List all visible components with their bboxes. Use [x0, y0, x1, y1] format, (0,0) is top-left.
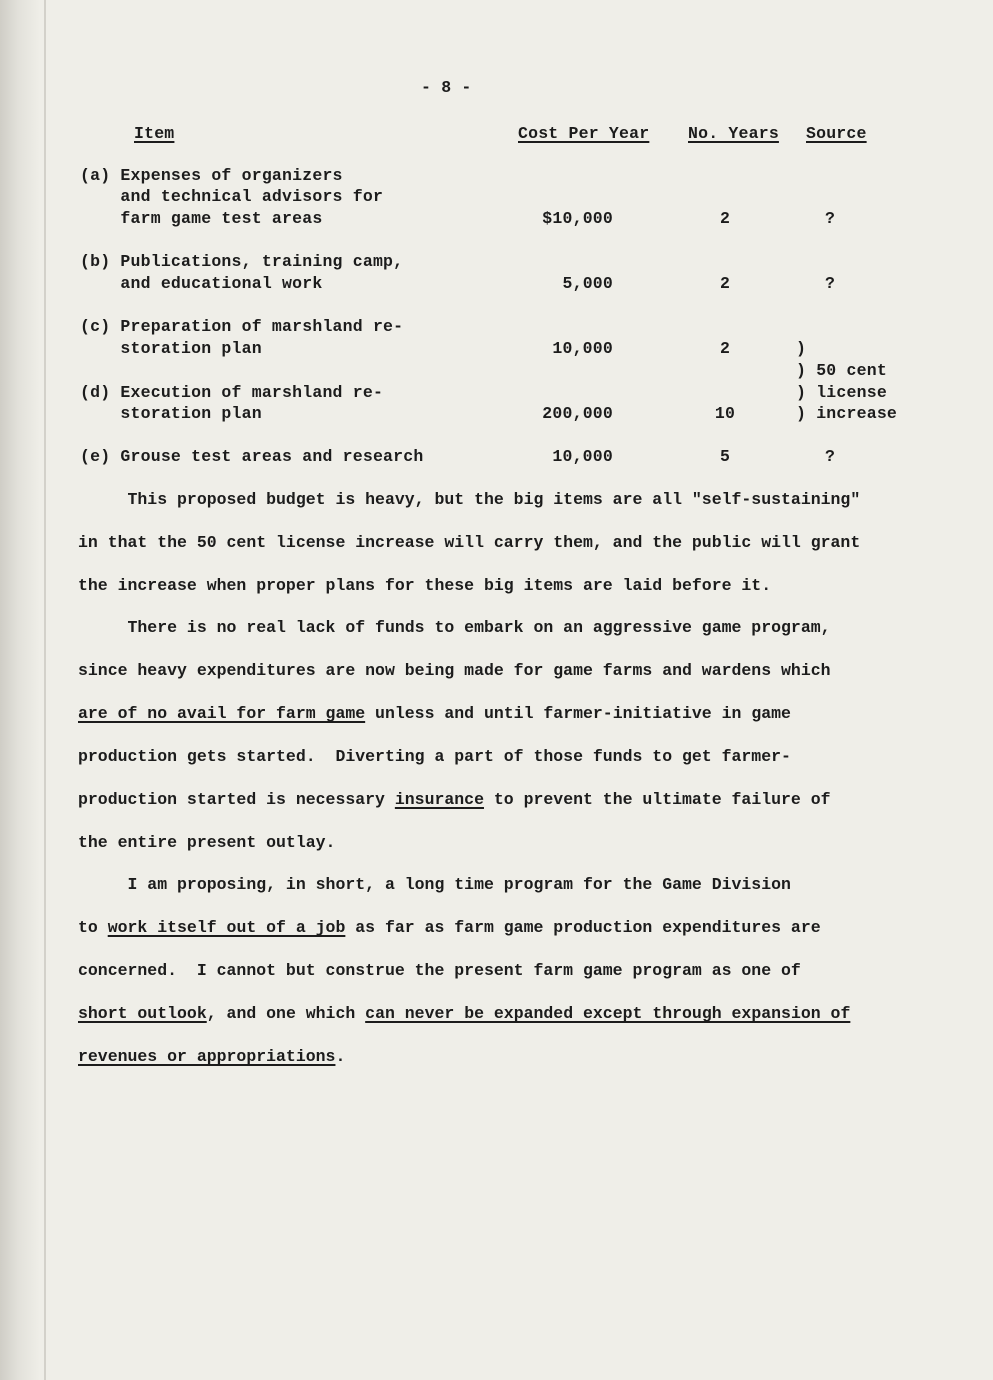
paragraph-line: production gets started. Diverting a part of those funds to get farmer-	[78, 747, 791, 766]
underlined-phrase: short outlook	[78, 1004, 207, 1023]
underlined-phrase: insurance	[394, 790, 484, 809]
paragraph-budget	[78, 478, 923, 607]
text-span: unless and until farmer-initiative in game	[365, 704, 791, 723]
row-b-years: 2	[719, 274, 731, 293]
binding-shadow	[44, 0, 46, 1380]
source-bracket-line-1: )	[796, 339, 807, 358]
paragraph-line: the entire present outlay.	[78, 833, 336, 852]
paragraph-line	[78, 992, 923, 1035]
row-d-label-line-1: (d) Execution of marshland re-	[80, 383, 384, 402]
row-b-label-line-2: and educational work	[80, 274, 323, 293]
paragraph-funds	[78, 606, 923, 864]
paragraph-line: since heavy expenditures are now being made for game farms and wardens which	[78, 661, 831, 680]
paragraph-line: There is no real lack of funds to embark on an aggressive game program,	[78, 618, 831, 637]
text-span: to prevent the ultimate failure of	[483, 790, 831, 809]
row-a-label-line-1: (a) Expenses of organizers	[80, 166, 343, 185]
row-a-cost: $10,000	[542, 209, 613, 228]
text-span: to	[78, 918, 108, 937]
text-span: as far as farm game production expenditures are	[345, 918, 821, 937]
row-a-label-line-2: and technical advisors for	[80, 187, 384, 206]
row-e-cost: 10,000	[552, 447, 613, 466]
row-a-years: 2	[719, 209, 731, 228]
row-c-label-line-2: storation plan	[80, 339, 262, 358]
row-b-cost: 5,000	[562, 274, 613, 293]
row-b-label-line-1: (b) Publications, training camp,	[80, 252, 404, 271]
row-a-label-line-3: farm game test areas	[80, 209, 323, 228]
underlined-phrase: revenues or appropriations	[78, 1047, 336, 1066]
source-bracket-line-2: ) 50 cent	[796, 361, 887, 380]
paragraph-line	[78, 1035, 923, 1078]
header-source: Source	[806, 124, 867, 143]
row-c-years: 2	[719, 339, 731, 358]
text-span: .	[335, 1047, 346, 1066]
paragraph-line: in that the 50 cent license increase will carry them, and the public will grant	[78, 533, 861, 552]
row-e-source: ?	[824, 447, 836, 466]
header-cost-per-year: Cost Per Year	[518, 124, 650, 143]
paragraph-line: the increase when proper plans for these big items are laid before it.	[78, 576, 772, 595]
page-number: - 8 -	[421, 78, 472, 97]
paragraph-line: I am proposing, in short, a long time program for the Game Division	[78, 875, 791, 894]
paragraph-line: This proposed budget is heavy, but the big items are all "self-sustaining"	[78, 490, 861, 509]
paragraph-line	[78, 906, 923, 949]
row-c-label-line-1: (c) Preparation of marshland re-	[80, 317, 404, 336]
underlined-phrase: can never be expanded except through expansion of	[365, 1004, 851, 1023]
row-a-source: ?	[824, 209, 836, 228]
row-c-cost: 10,000	[552, 339, 613, 358]
row-e-label-line-1: (e) Grouse test areas and research	[80, 447, 424, 466]
row-d-years: 10	[714, 404, 736, 423]
row-b-source: ?	[824, 274, 836, 293]
underlined-phrase: are of no avail for farm game	[78, 704, 366, 723]
text-span: production started is necessary	[78, 790, 395, 809]
paragraph-line	[78, 692, 923, 735]
underlined-phrase: work itself out of a job	[107, 918, 346, 937]
paragraph-line: concerned. I cannot but construe the present farm game program as one of	[78, 961, 801, 980]
paragraph-line	[78, 778, 923, 821]
source-bracket-line-4: ) increase	[796, 404, 898, 423]
header-item: Item	[134, 124, 175, 143]
row-e-years: 5	[719, 447, 731, 466]
row-d-cost: 200,000	[542, 404, 613, 423]
header-no-years: No. Years	[688, 124, 779, 143]
paragraph-proposal	[78, 863, 923, 1078]
source-bracket-line-3: ) license	[796, 383, 887, 402]
text-span: , and one which	[206, 1004, 366, 1023]
row-d-label-line-2: storation plan	[80, 404, 262, 423]
